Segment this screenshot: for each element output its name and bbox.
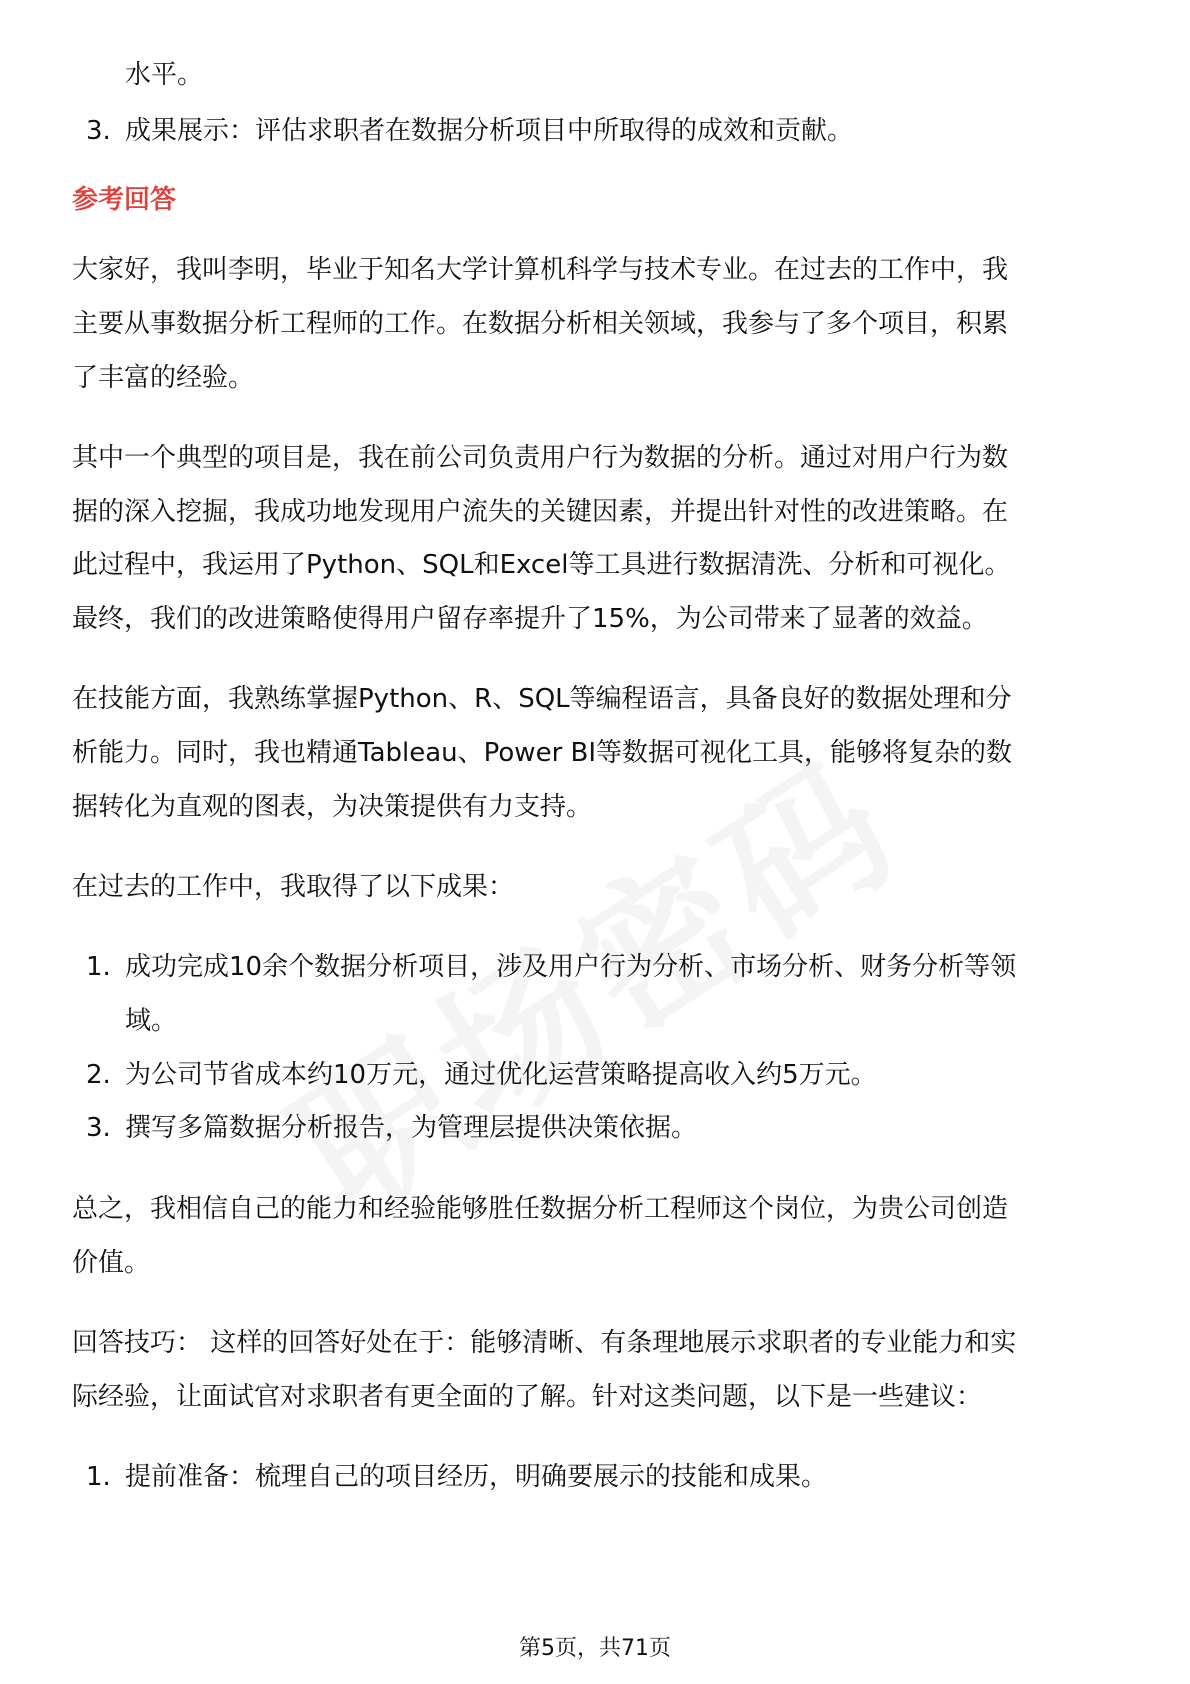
paragraph-line: 其中一个典型的项目是，我在前公司负责用户行为数据的分析。通过对用户行为数 xyxy=(72,443,1009,473)
list-item: 为公司节省成本约10万元，通过优化运营策略提高收入约5万元。 xyxy=(125,1060,877,1090)
list-item: 提前准备：梳理自己的项目经历，明确要展示的技能和成果。 xyxy=(125,1462,828,1492)
list-item: 撰写多篇数据分析报告，为管理层提供决策依据。 xyxy=(125,1113,698,1143)
page-footer: 第5页，共71页 xyxy=(519,1636,671,1661)
tips-line: 际经验，让面试官对求职者有更全面的了解。针对这类问题，以下是一些建议： xyxy=(72,1382,983,1412)
tips-line: 回答技巧： 这样的回答好处在于：能够清晰、有条理地展示求职者的专业能力和实 xyxy=(72,1328,1017,1358)
list-number: 3. xyxy=(86,1113,111,1143)
paragraph-line: 价值。 xyxy=(72,1248,151,1278)
paragraph-line: 此过程中，我运用了Python、SQL和Excel等工具进行数据清洗、分析和可视化。 xyxy=(72,550,1011,580)
paragraph-line: 据转化为直观的图表，为决策提供有力支持。 xyxy=(72,792,593,822)
list-item-tail: 水平。 xyxy=(125,60,204,90)
list-item: 成功完成10余个数据分析项目，涉及用户行为分析、市场分析、财务分析等领 xyxy=(125,952,1017,982)
section-heading: 参考回答 xyxy=(72,185,177,215)
paragraph-line: 析能力。同时，我也精通Tableau、Power BI等数据可视化工具，能够将复杂的数 xyxy=(72,738,1013,768)
paragraph-line: 最终，我们的改进策略使得用户留存率提升了15%，为公司带来了显著的效益。 xyxy=(72,604,988,634)
paragraph-line: 主要从事数据分析工程师的工作。在数据分析相关领域，我参与了多个项目，积累 xyxy=(72,309,1009,339)
list-item: 成果展示：评估求职者在数据分析项目中所取得的成效和贡献。 xyxy=(125,116,854,146)
list-number: 1. xyxy=(86,1462,111,1492)
paragraph-line: 了丰富的经验。 xyxy=(72,363,255,393)
paragraph-line: 在过去的工作中，我取得了以下成果： xyxy=(72,872,515,902)
paragraph-line: 在技能方面，我熟练掌握Python、R、SQL等编程语言，具备良好的数据处理和分 xyxy=(72,684,1012,714)
list-number: 3. xyxy=(86,116,111,146)
list-number: 2. xyxy=(86,1060,111,1090)
paragraph-line: 大家好，我叫李明，毕业于知名大学计算机科学与技术专业。在过去的工作中，我 xyxy=(72,255,1009,285)
paragraph-line: 据的深入挖掘，我成功地发现用户流失的关键因素，并提出针对性的改进策略。在 xyxy=(72,497,1009,527)
paragraph-line: 总之，我相信自己的能力和经验能够胜任数据分析工程师这个岗位，为贵公司创造 xyxy=(72,1194,1009,1224)
list-item-continuation: 域。 xyxy=(125,1006,178,1036)
list-number: 1. xyxy=(86,952,111,982)
